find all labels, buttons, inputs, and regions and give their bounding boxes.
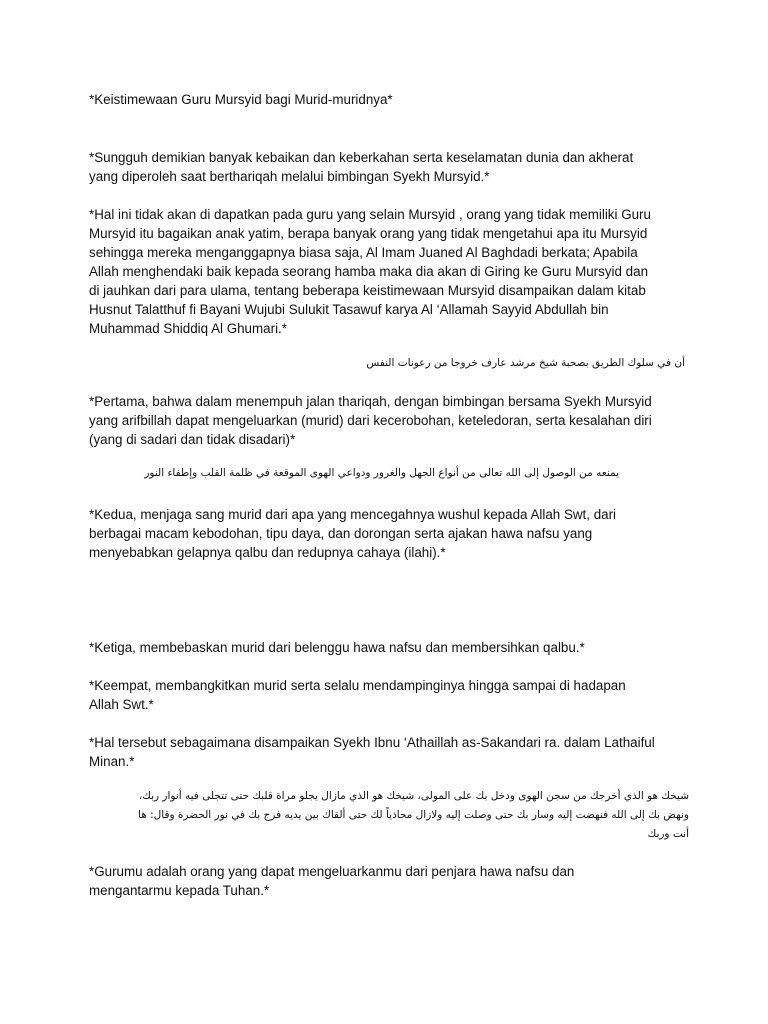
paragraph-source: *Hal tersebut sebagaimana disampaikan Syekh Ibnu ‘Athaillah as-Sakandari ra. dalam Lathaiful Minan.* <box>89 735 655 769</box>
document-title: *Keistimewaan Guru Mursyid bagi Murid-muridnya* <box>89 92 393 107</box>
arabic-quote-2: يمنعه من الوصول إلى الله تعالى من أنواع الجهل والغرور ودواعي الهوى الموقعة في ظلمة القلب وإطفاء النور <box>144 467 619 479</box>
paragraph-translation: *Gurumu adalah orang yang dapat mengeluarkanmu dari penjara hawa nafsu dan mengantarmu kepada Tuhan.* <box>89 864 575 898</box>
arabic-quote-1: أن في سلوك الطريق بصحبة شيخ مرشد عارف خروجا من رعونات النفس <box>366 357 685 369</box>
paragraph-pertama: *Pertama, bahwa dalam menempuh jalan thariqah, dengan bimbingan bersama Syekh Mursyid yang arifbillah dapat mengeluarkan (murid) dari kecerobohan, keteledoran, serta kesalahan diri (yang di sadari dan tidak disadari)* <box>89 394 652 447</box>
paragraph-explanation: *Hal ini tidak akan di dapatkan pada guru yang selain Mursyid , orang yang tidak memiliki Guru Mursyid itu bagaikan anak yatim, berapa banyak orang yang tidak mengetahui apa itu Mursyid sehingga mereka menganggapnya biasa saja, Al Imam Juaned Al Baghdadi berkata; Apabila Allah menghendaki baik kepada seorang hamba maka dia akan di Giring ke Guru Mursyid dan di jauhkan dari para ulama, tentang beberapa keistimewaan Mursyid disampaikan dalam kitab Husnut Talatthuf fi Bayani Wujubi Sulukit Tasawuf karya Al ‘Allamah Sayyid Abdullah bin Muhammad Shiddiq Al Ghumari.* <box>89 207 651 336</box>
paragraph-intro: *Sungguh demikian banyak kebaikan dan keberkahan serta keselamatan dunia dan akherat yang diperoleh saat berthariqah melalui bimbingan Syekh Mursyid.* <box>89 150 634 184</box>
arabic-quote-3: شيخك هو الذي أخرجك من سجن الهوى ودخل بك على المولى، شيخك هو الذي مازال يجلو مراة قلبك حتى تتجلى فيه أنوار ربك، ونهض بك إلى الله فنهضت إليه وسار بك حتى وصلت إليه ولازال محاذياً لك حتى ألقاك بين يديه فرج بك في نور الحضرة وقال: ها أنت وربك <box>138 790 689 840</box>
paragraph-keempat: *Keempat, membangkitkan murid serta selalu mendampinginya hingga sampai di hadapan Allah Swt.* <box>89 678 626 712</box>
paragraph-kedua: *Kedua, menjaga sang murid dari apa yang mencegahnya wushul kepada Allah Swt, dari berbagai macam kebodohan, tipu daya, dan dorongan serta ajakan hawa nafsu yang menyebabkan gelapnya qalbu dan redupnya cahaya (ilahi).* <box>89 507 617 560</box>
paragraph-ketiga: *Ketiga, membebaskan murid dari belenggu hawa nafsu dan membersihkan qalbu.* <box>89 640 585 655</box>
